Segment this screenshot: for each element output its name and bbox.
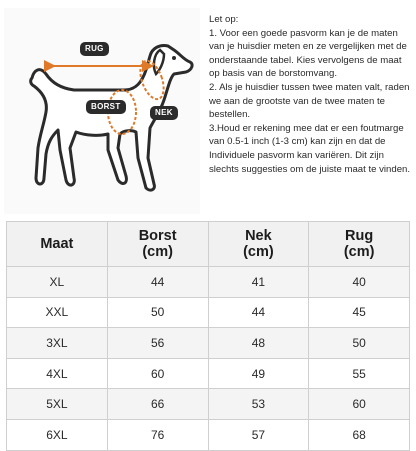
header-size: Maat [7,222,108,267]
cell-back: 60 [309,389,410,420]
note-2: 2. Als je huisdier tussen twee maten valt, raden we aan de grootste van de twee maten te bestellen. [209,81,410,121]
cell-size: 4XL [7,358,108,389]
back-label: RUG [80,42,109,56]
chest-label: BORST [86,100,126,114]
note-3: 3.Houd er rekening mee dat er een foutmarge van 0.5-1 inch (1-3 cm) kan zijn en dat de Individuele pasvorm kan variëren. Dit zijn slechts suggesties om de juiste maat te vinden. [209,122,411,175]
cell-neck: 53 [208,389,309,420]
cell-neck: 49 [208,358,309,389]
cell-neck: 41 [208,267,309,298]
cell-chest: 76 [107,419,208,450]
table-row [7,267,410,298]
cell-chest: 50 [107,297,208,328]
cell-chest: 66 [107,389,208,420]
note-1: 1. Voor een goede pasvorm kan je de maten van je huisdier meten en ze vergelijken met de onderstaande tabel. Kies vervolgens de maat op basis van de borstomvang. [209,27,407,80]
cell-size: 3XL [7,328,108,359]
cell-back: 55 [309,358,410,389]
cell-size: 5XL [7,389,108,420]
table-header-row [7,222,410,267]
header-neck: Nek (cm) [208,222,309,267]
cell-back: 68 [309,419,410,450]
header-chest: Borst (cm) [107,222,208,267]
top-section [0,0,416,220]
cell-size: XXL [7,297,108,328]
cell-back: 50 [309,328,410,359]
neck-label: NEK [150,106,178,120]
table-row [7,358,410,389]
cell-chest: 44 [107,267,208,298]
cell-size: XL [7,267,108,298]
dog-measurement-diagram [4,8,200,214]
table-row [7,297,410,328]
cell-back: 45 [309,297,410,328]
cell-neck: 44 [208,297,309,328]
cell-chest: 56 [107,328,208,359]
cell-chest: 60 [107,358,208,389]
cell-neck: 57 [208,419,309,450]
size-chart-table [6,221,410,451]
table-row [7,389,410,420]
note-heading: Let op: [209,14,239,25]
table-row [7,419,410,450]
header-back: Rug (cm) [309,222,410,267]
cell-neck: 48 [208,328,309,359]
table-row [7,328,410,359]
instructions-text [209,13,414,176]
cell-size: 6XL [7,419,108,450]
cell-back: 40 [309,267,410,298]
